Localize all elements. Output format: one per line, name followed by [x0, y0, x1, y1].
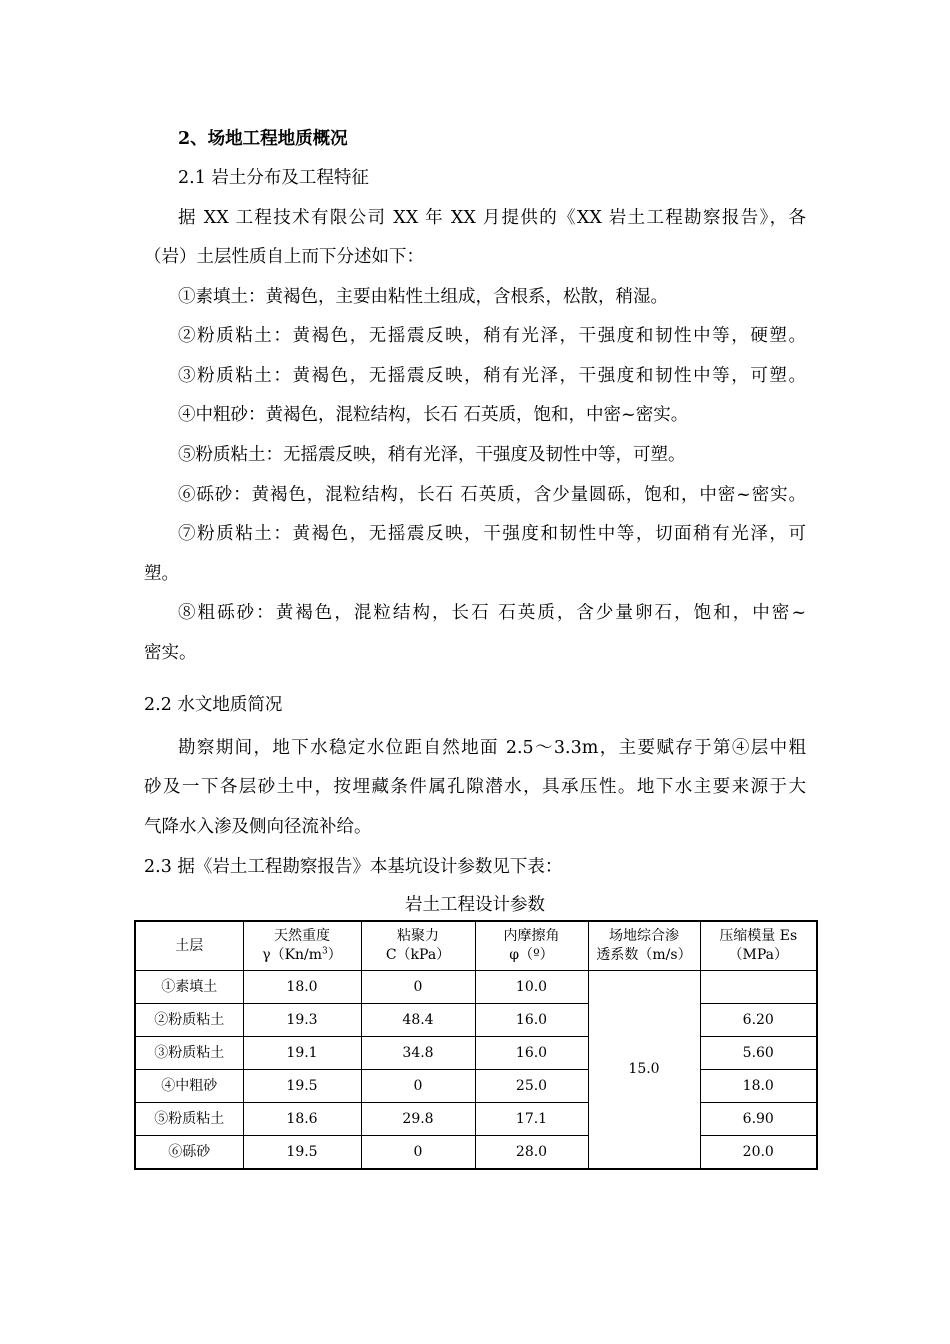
cell-layer: ①素填土 [135, 971, 243, 1004]
hydro-paragraph-line: 气降水入渗及侧向径流补给。 [144, 817, 372, 837]
table-header-row [135, 921, 817, 971]
table-row [135, 1103, 817, 1136]
cell-friction: 10.0 [475, 971, 588, 1004]
intro-paragraph-line: 据 XX 工程技术有限公司 XX 年 XX 月提供的《XX 岩土工程勘察报告》，各 [178, 208, 806, 228]
cell-density: 19.5 [243, 1070, 361, 1103]
table-row [135, 1070, 817, 1103]
header-cohesion: 粘聚力 C（kPa） [361, 921, 475, 971]
cell-modulus: 6.20 [700, 1004, 817, 1037]
cell-density: 19.3 [243, 1004, 361, 1037]
hydro-paragraph-line: 勘察期间，地下水稳定水位距自然地面 2.5～3.3m，主要赋存于第④层中粗 [178, 738, 806, 758]
layer-description: ④中粗砂：黄褐色，混粒结构，长石 石英质，饱和，中密~密实。 [178, 405, 689, 425]
header-friction-angle: 内摩擦角 φ（º） [475, 921, 588, 971]
table-row [135, 971, 817, 1004]
intro-paragraph-line: （岩）土层性质自上而下分述如下： [144, 247, 424, 267]
design-parameter-table [134, 920, 818, 1170]
cell-density: 19.1 [243, 1037, 361, 1070]
layer-description: ⑤粉质粘土：无摇震反映，稍有光泽，干强度及韧性中等，可塑。 [178, 445, 686, 465]
cell-cohesion: 0 [361, 1070, 475, 1103]
cell-modulus: 18.0 [700, 1070, 817, 1103]
cell-cohesion: 0 [361, 971, 475, 1004]
section-heading: 2、场地工程地质概况 [178, 129, 348, 149]
header-layer: 土层 [135, 921, 243, 971]
cell-modulus [700, 971, 817, 1004]
table-row [135, 1136, 817, 1170]
table-row [135, 1037, 817, 1070]
cell-layer: ③粉质粘土 [135, 1037, 243, 1070]
cell-friction: 28.0 [475, 1136, 588, 1170]
cell-friction: 17.1 [475, 1103, 588, 1136]
subsection-title-params: 2.3 据《岩土工程勘察报告》本基坑设计参数见下表： [144, 857, 563, 877]
layer-description-continued: 密实。 [144, 643, 197, 663]
cell-density: 18.6 [243, 1103, 361, 1136]
table-row [135, 1004, 817, 1037]
cell-friction: 25.0 [475, 1070, 588, 1103]
subsection-title-rock-soil: 2.1 岩土分布及工程特征 [178, 168, 369, 188]
cell-cohesion: 0 [361, 1136, 475, 1170]
cell-layer: ⑥砾砂 [135, 1136, 243, 1170]
cell-cohesion: 34.8 [361, 1037, 475, 1070]
cell-friction: 16.0 [475, 1004, 588, 1037]
layer-description: ③粉质粘土：黄褐色，无摇震反映，稍有光泽，干强度和韧性中等，可塑。 [178, 366, 806, 386]
cell-density: 18.0 [243, 971, 361, 1004]
layer-description: ①素填土：黄褐色，主要由粘性土组成，含根系，松散，稍湿。 [178, 287, 668, 307]
cell-cohesion: 48.4 [361, 1004, 475, 1037]
cell-modulus: 20.0 [700, 1136, 817, 1170]
cell-cohesion: 29.8 [361, 1103, 475, 1136]
cell-modulus: 5.60 [700, 1037, 817, 1070]
cell-layer: ②粉质粘土 [135, 1004, 243, 1037]
cell-density: 19.5 [243, 1136, 361, 1170]
layer-description: ⑥砾砂：黄褐色，混粒结构，长石 石英质，含少量圆砾，饱和，中密~密实。 [178, 485, 806, 505]
cell-layer: ④中粗砂 [135, 1070, 243, 1103]
table-caption: 岩土工程设计参数 [405, 895, 545, 915]
layer-description: ⑧粗砾砂：黄褐色，混粒结构，长石 石英质，含少量卵石，饱和，中密~ [178, 603, 806, 623]
layer-description: ⑦粉质粘土：黄褐色，无摇震反映，干强度和韧性中等，切面稍有光泽，可 [178, 524, 806, 544]
header-density: 天然重度 $\gamma(Kn/m^3)$ [243, 921, 361, 971]
header-compression-modulus: 压缩模量 Es （MPa） [700, 921, 817, 971]
layer-description: ②粉质粘土：黄褐色，无摇震反映，稍有光泽，干强度和韧性中等，硬塑。 [178, 326, 806, 346]
cell-permeability-merged: 15.0 [588, 971, 700, 1170]
cell-modulus: 6.90 [700, 1103, 817, 1136]
hydro-paragraph-line: 砂及一下各层砂土中，按埋藏条件属孔隙潜水，具承压性。地下水主要来源于大 [144, 777, 806, 797]
subsection-title-hydrology: 2.2 水文地质简况 [144, 695, 283, 715]
layer-description-continued: 塑。 [144, 564, 179, 584]
header-permeability: 场地综合渗 透系数（m/s） [588, 921, 700, 971]
cell-layer: ⑤粉质粘土 [135, 1103, 243, 1136]
cell-friction: 16.0 [475, 1037, 588, 1070]
